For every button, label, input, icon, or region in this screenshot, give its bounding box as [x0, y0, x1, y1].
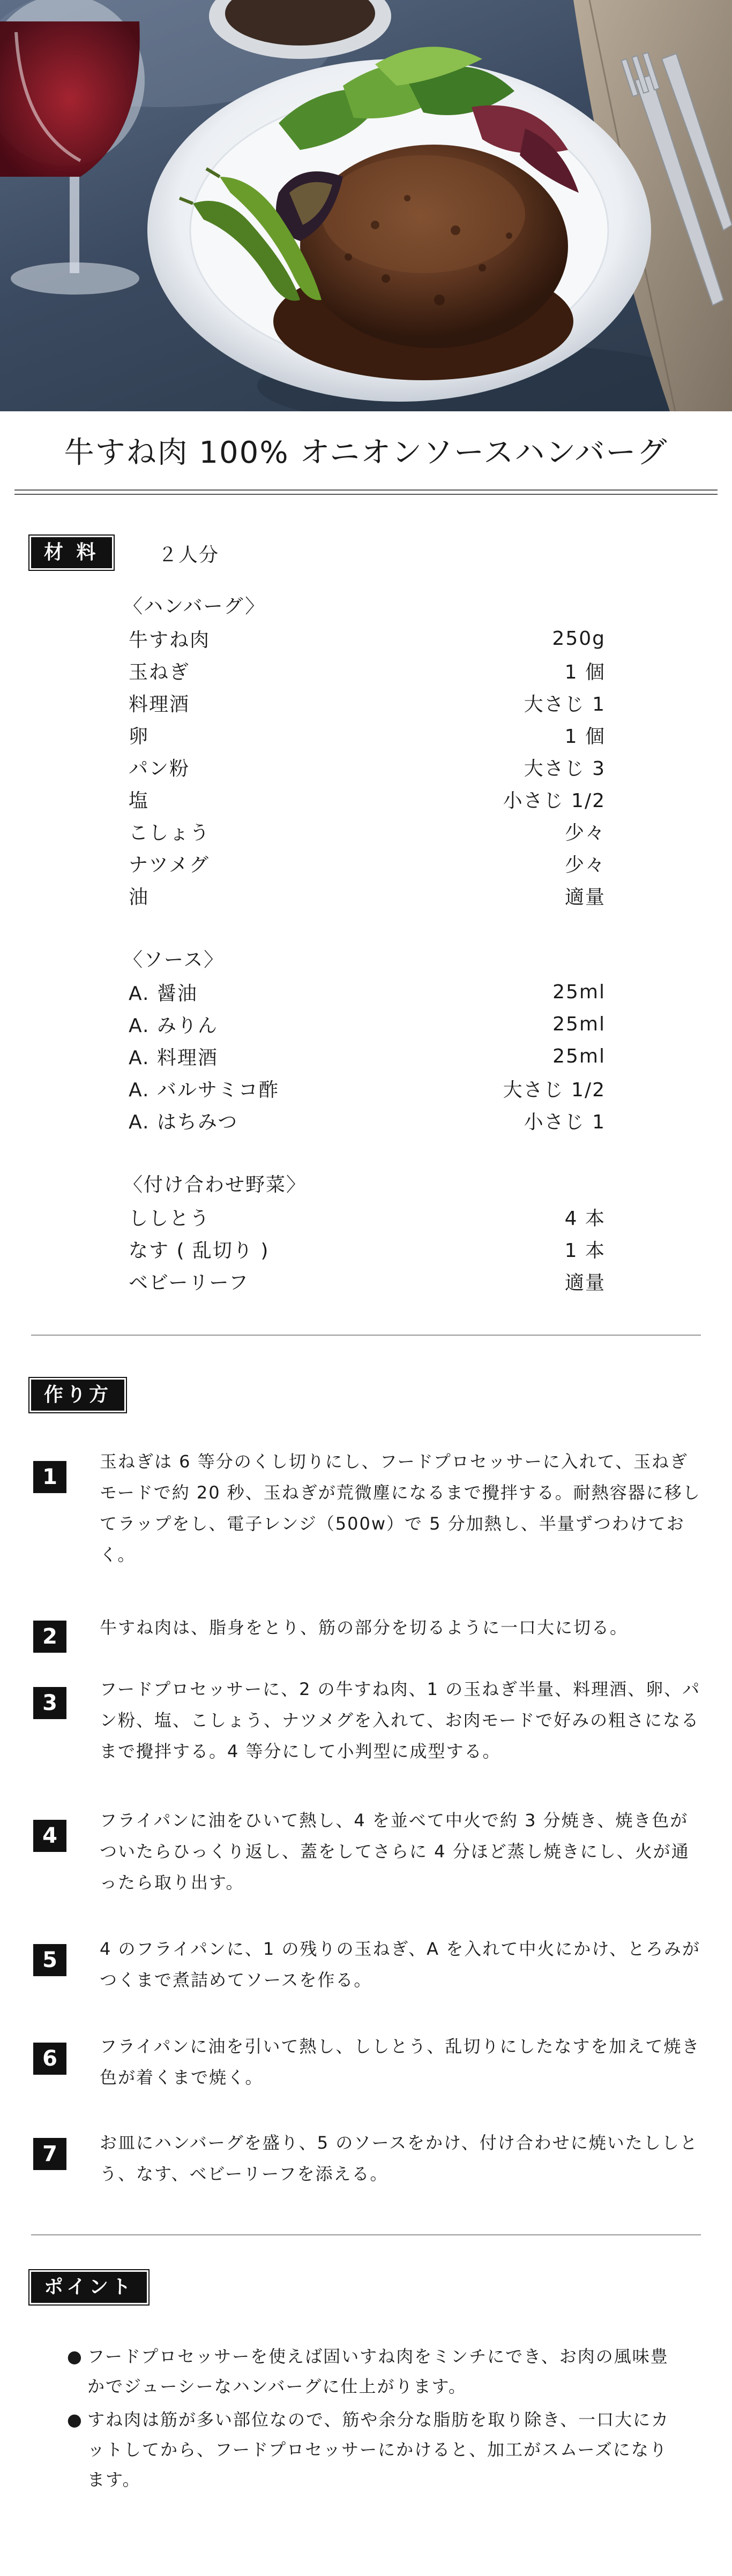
- title-rule-bottom: [14, 494, 718, 495]
- step-number-7: 7: [33, 2138, 66, 2170]
- ingredient-qty: 1 個: [564, 725, 606, 748]
- bullet-icon: ●: [67, 2346, 83, 2367]
- ingredient-name: 牛すね肉: [129, 629, 211, 651]
- ingredient-name: A. みりん: [129, 1014, 218, 1037]
- ingredient-name: A. はちみつ: [129, 1111, 238, 1133]
- method-label-text: 作り方: [44, 1384, 112, 1406]
- ingredient-row: [129, 784, 606, 814]
- section-divider: [31, 1335, 701, 1336]
- ingredient-qty: 少々: [564, 854, 606, 876]
- section-divider: [31, 2234, 701, 2235]
- title-rule-top: [14, 489, 718, 491]
- method-label: [31, 1380, 124, 1411]
- step-number-6: 6: [33, 2043, 66, 2075]
- step-text-5: 4 のフライパンに、1 の残りの玉ねぎ、A を入れて中火にかけ、とろみがつくまで煮詰めてソースを作る。: [100, 1939, 700, 1990]
- ingredient-group-title: 〈ハンバーグ〉: [123, 596, 266, 617]
- bullet-icon: ●: [67, 2409, 83, 2430]
- point-item: [67, 2341, 683, 2401]
- ingredient-qty: 4 本: [564, 1207, 606, 1230]
- step-number-3: 3: [33, 1687, 66, 1719]
- ingredient-qty: 1 本: [564, 1239, 606, 1262]
- step-text-4: フライパンに油をひいて熱し、4 を並べて中火で約 3 分焼き、焼き色がついたらひっくり返し、蓋をしてさらに 4 分ほど蒸し焼きにし、火が通ったら取り出す。: [100, 1810, 690, 1893]
- step-text-6: フライパンに油を引いて熱し、ししとう、乱切りにしたなすを加えて焼き色が着くまで焼く。: [100, 2036, 700, 2088]
- ingredient-qty: 大さじ 3: [524, 757, 606, 780]
- ingredient-name: ベビーリーフ: [129, 1271, 249, 1294]
- ingredients-label: [31, 537, 112, 568]
- page-title: 牛すね肉 100% オニオンソースハンバーグ: [64, 435, 668, 470]
- ingredient-name: ししとう: [129, 1207, 211, 1230]
- ingredient-qty: 250g: [552, 627, 606, 650]
- step-text-1: 玉ねぎは 6 等分のくし切りにし、フードプロセッサーに入れて、玉ねぎモードで約 20 秒、玉ねぎが荒微塵になるまで攪拌する。耐熱容器に移してラップをし、電子レンジ（500w）で 5 分加熱し、半量ずつわけておく。: [100, 1451, 701, 1565]
- points-label-text: ポイント: [44, 2276, 135, 2298]
- ingredient-qty: 小さじ 1/2: [503, 789, 606, 812]
- ingredient-row: [129, 688, 606, 718]
- ingredient-row: [129, 752, 606, 782]
- ingredient-group-title: 〈付け合わせ野菜〉: [123, 1174, 307, 1196]
- point-text: すね肉は筋が多い部位なので、筋や余分な脂肪を取り除き、一口大にカットしてから、フードプロセッサーにかけると、加工がスムーズになります。: [87, 2409, 670, 2490]
- ingredient-name: A. 料理酒: [129, 1046, 218, 1069]
- ingredient-row: [129, 1009, 606, 1039]
- ingredient-name: A. 醤油: [129, 982, 198, 1005]
- step-number-4: 4: [33, 1820, 66, 1852]
- ingredient-row: [129, 1202, 606, 1232]
- ingredient-qty: 25ml: [552, 1013, 606, 1035]
- ingredient-name: 塩: [129, 789, 150, 812]
- ingredient-row: [129, 880, 606, 910]
- ingredient-row: [129, 656, 606, 686]
- ingredient-qty: 大さじ 1/2: [503, 1079, 606, 1101]
- ingredient-qty: 適量: [564, 886, 606, 908]
- ingredient-row: [129, 977, 606, 1007]
- hero-photo: [0, 0, 732, 411]
- ingredient-name: 玉ねぎ: [129, 661, 190, 683]
- point-text: フードプロセッサーを使えば固いすね肉をミンチにでき、お肉の風味豊かでジューシーなハンバーグに仕上がります。: [87, 2346, 669, 2397]
- ingredient-row: [129, 1234, 606, 1264]
- serving-size: ２人分: [158, 544, 220, 566]
- step-number-2: 2: [33, 1621, 66, 1653]
- step-text-3: フードプロセッサーに、2 の牛すね肉、1 の玉ねぎ半量、料理酒、卵、パン粉、塩、こしょう、ナツメグを入れて、お肉モードで好みの粗さになるまで攪拌する。4 等分にして小判型に成型する。: [100, 1679, 701, 1761]
- point-item: [67, 2405, 683, 2495]
- step-text-7: お皿にハンバーグを盛り、5 のソースをかけ、付け合わせに焼いたししとう、なす、ベビーリーフを添える。: [100, 2133, 698, 2184]
- ingredient-row: [129, 816, 606, 846]
- ingredient-qty: 25ml: [552, 981, 606, 1003]
- hamburg-steak-photo: [0, 0, 732, 411]
- ingredient-group-title: 〈ソース〉: [123, 949, 225, 971]
- points-label: [31, 2272, 147, 2303]
- ingredient-name: 卵: [129, 725, 150, 748]
- ingredient-name: A. バルサミコ酢: [129, 1079, 279, 1101]
- ingredient-qty: 小さじ 1: [524, 1111, 606, 1133]
- ingredient-row: [129, 720, 606, 750]
- ingredient-name: なす ( 乱切り ): [129, 1239, 270, 1262]
- ingredient-row: [129, 1105, 606, 1135]
- ingredient-row: [129, 1073, 606, 1103]
- ingredient-name: 料理酒: [129, 693, 190, 715]
- ingredient-qty: 大さじ 1: [524, 693, 606, 715]
- ingredient-qty: 25ml: [552, 1045, 606, 1067]
- ingredient-name: こしょう: [129, 822, 211, 844]
- ingredient-row: [129, 848, 606, 878]
- ingredient-name: 油: [129, 886, 150, 908]
- step-text-2: 牛すね肉は、脂身をとり、筋の部分を切るように一口大に切る。: [100, 1617, 629, 1638]
- ingredient-row: [129, 1266, 606, 1296]
- ingredient-qty: 1 個: [564, 661, 606, 683]
- ingredients-label-text: 材 料: [44, 541, 99, 563]
- ingredient-row: [129, 1041, 606, 1071]
- ingredient-name: ナツメグ: [129, 854, 210, 876]
- step-number-1: 1: [33, 1461, 66, 1493]
- step-number-5: 5: [33, 1944, 66, 1976]
- ingredient-qty: 少々: [564, 822, 606, 844]
- ingredient-name: パン粉: [129, 757, 190, 780]
- ingredient-row: [129, 623, 606, 653]
- ingredient-qty: 適量: [564, 1271, 606, 1294]
